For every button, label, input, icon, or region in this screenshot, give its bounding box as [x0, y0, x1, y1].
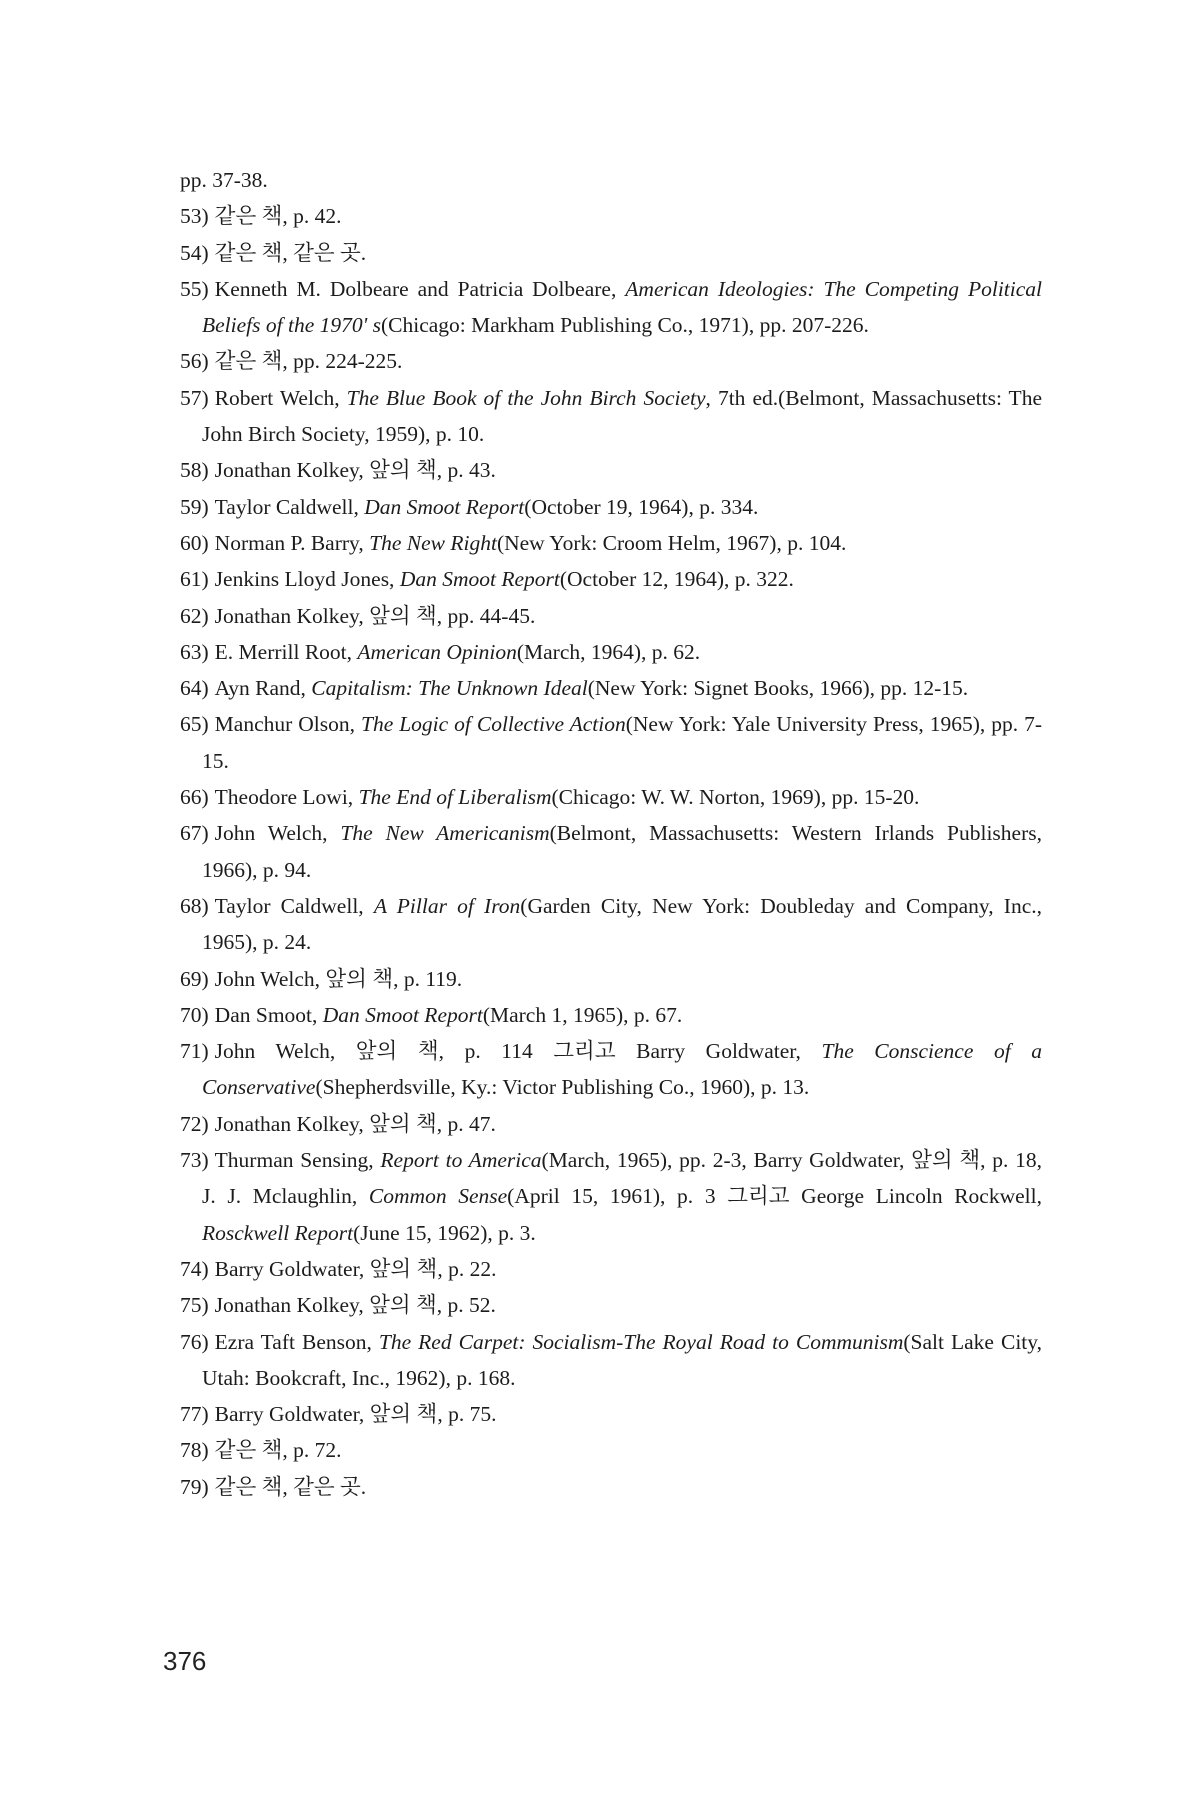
- footnote-76: [180, 1324, 1042, 1397]
- footnote-text: pp. 37-38.: [180, 168, 268, 192]
- footnote-publication: (Chicago: Markham Publishing Co., 1971), pp. 207-226.: [380, 313, 869, 338]
- footnote-56: [180, 343, 1042, 379]
- footnote-number: 65): [180, 712, 209, 737]
- page-number: 376: [163, 1646, 207, 1676]
- footnote-title: The Logic of Collective Action: [360, 712, 626, 737]
- footnote-publication: (October 12, 1964), p. 322.: [559, 567, 794, 592]
- footnote-72: [180, 1106, 1042, 1142]
- footnote-title: American Ideologies: The Competing Political Beliefs of the 1970' s: [202, 276, 1042, 338]
- footnote-publication: (March, 1964), p. 62.: [516, 639, 701, 664]
- footnote-55: [180, 271, 1042, 344]
- footnote-number: 76): [180, 1329, 209, 1354]
- footnote-title: The Conscience of a Conservative: [202, 1039, 1042, 1100]
- footnote-text: Barry Goldwater, 앞의 책, p. 75.: [214, 1402, 497, 1427]
- footnote-68: [180, 888, 1042, 961]
- footnote-number: 70): [180, 1002, 209, 1027]
- footnote-publication: (April 15, 1961), p. 3 그리고 George Lincoln Rockwell,: [507, 1184, 1042, 1209]
- footnote-title: Dan Smoot Report: [364, 494, 525, 519]
- footnote-77: [180, 1396, 1042, 1432]
- footnote-title: Report to America: [380, 1148, 542, 1173]
- footnote-publication: (Garden City, New York: Doubleday and Company, Inc., 1965), p. 24.: [202, 893, 1042, 955]
- footnote-number: 66): [180, 785, 209, 810]
- footnote-publication: (New York: Signet Books, 1966), pp. 12-15.: [587, 676, 969, 701]
- footnote-69: [180, 961, 1042, 997]
- footnote-number: 73): [180, 1148, 209, 1173]
- footnote-57: [180, 380, 1042, 453]
- footnote-publication: (Shepherdsville, Ky.: Victor Publishing Co., 1960), p. 13.: [315, 1075, 810, 1100]
- footnote-title: The New Americanism: [340, 821, 550, 846]
- footnote-author: Manchur Olson,: [214, 712, 361, 737]
- footnote-author: Theodore Lowi,: [214, 785, 359, 810]
- footnote-number: 62): [180, 603, 209, 628]
- footnote-73: [180, 1142, 1042, 1251]
- footnote-number: 69): [180, 966, 209, 991]
- footnote-number: 67): [180, 821, 209, 846]
- footnote-70: [180, 997, 1042, 1033]
- footnote-title: The Blue Book of the John Birch Society: [346, 385, 706, 410]
- footnote-58: [180, 452, 1042, 488]
- footnote-author: E. Merrill Root,: [214, 639, 358, 664]
- footnote-title: The Red Carpet: Socialism-The Royal Road to Communism: [378, 1329, 904, 1354]
- footnote-text: John Welch, 앞의 책, p. 119.: [214, 966, 463, 991]
- footnote-author: Taylor Caldwell,: [214, 494, 365, 519]
- footnote-author: Taylor Caldwell,: [214, 893, 374, 918]
- footnote-75: [180, 1287, 1042, 1323]
- footnote-67: [180, 815, 1042, 888]
- footnote-title: The End of Liberalism: [358, 785, 552, 810]
- footnote-publication: (Belmont, Massachusetts: Western Irlands Publishers, 1966), p. 94.: [202, 821, 1042, 882]
- footnote-54: [180, 235, 1042, 271]
- footnote-author: John Welch,: [214, 821, 341, 846]
- footnote-text: 같은 책, 같은 곳.: [214, 1474, 367, 1499]
- footnote-number: 77): [180, 1402, 209, 1427]
- footnote-publication: (October 19, 1964), p. 334.: [524, 494, 759, 519]
- footnote-number: 59): [180, 494, 209, 519]
- footnote-list: [180, 162, 1042, 1505]
- footnote-63: [180, 634, 1042, 670]
- footnote-61: [180, 561, 1042, 597]
- footnote-author: Robert Welch,: [214, 385, 347, 410]
- footnote-65: [180, 706, 1042, 779]
- footnote-78: [180, 1432, 1042, 1468]
- footnote-53: [180, 198, 1042, 234]
- footnote-text: Jonathan Kolkey, 앞의 책, p. 47.: [214, 1111, 496, 1136]
- footnote-title: A Pillar of Iron: [373, 893, 521, 918]
- footnote-author: Thurman Sensing,: [214, 1148, 381, 1173]
- footnote-number: 53): [180, 204, 209, 229]
- footnote-publication: (June 15, 1962), p. 3.: [353, 1220, 536, 1245]
- footnote-number: 61): [180, 567, 209, 592]
- footnote-publication: (March 1, 1965), p. 67.: [482, 1002, 683, 1027]
- footnote-number: 57): [180, 385, 209, 410]
- footnote-publication: (Chicago: W. W. Norton, 1969), pp. 15-20.: [551, 785, 920, 810]
- footnote-text: 같은 책, pp. 224-225.: [214, 349, 403, 374]
- footnote-author: Ayn Rand,: [214, 676, 312, 701]
- footnote-number: 74): [180, 1256, 209, 1281]
- footnote-71: [180, 1033, 1042, 1106]
- footnote-author: John Welch, 앞의 책, p. 114 그리고 Barry Goldwater,: [214, 1039, 822, 1064]
- footnote-title: Common Sense: [368, 1184, 508, 1209]
- footnote-publication: (Salt Lake City, Utah: Bookcraft, Inc., 1962), p. 168.: [202, 1329, 1042, 1390]
- footnote-text: Jonathan Kolkey, 앞의 책, pp. 44-45.: [214, 603, 536, 628]
- footnote-79: [180, 1469, 1042, 1505]
- footnote-59: [180, 489, 1042, 525]
- footnote-title: Rosckwell Report: [202, 1220, 354, 1245]
- footnote-author: Kenneth M. Dolbeare and Patricia Dolbeare,: [214, 276, 626, 301]
- footnote-text: Jonathan Kolkey, 앞의 책, p. 43.: [214, 458, 496, 483]
- footnote-title: The New Right: [369, 530, 497, 555]
- footnote-number: 64): [180, 676, 209, 701]
- footnote-66: [180, 779, 1042, 815]
- footnote-number: 60): [180, 530, 209, 555]
- footnote-publication: (March, 1965), pp. 2-3, Barry Goldwater, 앞의 책, p. 18, J. J. Mclaughlin,: [202, 1148, 1042, 1209]
- footnote-number: 72): [180, 1111, 209, 1136]
- footnote-text: Barry Goldwater, 앞의 책, p. 22.: [214, 1256, 497, 1281]
- footnote-text: Jonathan Kolkey, 앞의 책, p. 52.: [214, 1293, 496, 1318]
- footnote-62: [180, 598, 1042, 634]
- footnote-number: 54): [180, 240, 209, 265]
- footnote-title: American Opinion: [357, 639, 517, 664]
- footnote-60: [180, 525, 1042, 561]
- footnote-text: 같은 책, p. 72.: [214, 1438, 342, 1463]
- footnote-74: [180, 1251, 1042, 1287]
- footnote-number: 58): [180, 458, 209, 483]
- footnote-publication: (New York: Yale University Press, 1965), pp. 7-15.: [202, 712, 1042, 773]
- footnote-text: 같은 책, 같은 곳.: [214, 240, 367, 265]
- footnote-number: 79): [180, 1474, 209, 1499]
- footnote-author: Norman P. Barry,: [214, 530, 370, 555]
- footnote-title: Capitalism: The Unknown Ideal: [311, 676, 588, 701]
- footnote-number: 78): [180, 1438, 209, 1463]
- footnote-author: Ezra Taft Benson,: [214, 1329, 379, 1354]
- footnote-title: Dan Smoot Report: [399, 567, 560, 592]
- footnote-number: 55): [180, 276, 209, 301]
- footnote-publication: (New York: Croom Helm, 1967), p. 104.: [496, 530, 847, 555]
- footnote-text: 같은 책, p. 42.: [214, 204, 342, 229]
- footnote-author: Jenkins Lloyd Jones,: [214, 567, 400, 592]
- footnote-number: 63): [180, 639, 209, 664]
- footnote-number: 71): [180, 1039, 209, 1064]
- footnote-title: Dan Smoot Report: [322, 1002, 483, 1027]
- footnote-number: 56): [180, 349, 209, 374]
- footnote-publication: , 7th ed.(Belmont, Massachusetts: The John Birch Society, 1959), p. 10.: [202, 385, 1042, 447]
- footnote-number: 68): [180, 893, 209, 918]
- footnote-number: 75): [180, 1293, 209, 1318]
- footnote-64: [180, 670, 1042, 706]
- footnote-author: Dan Smoot,: [214, 1002, 323, 1027]
- footnote-continuation: [180, 162, 1042, 198]
